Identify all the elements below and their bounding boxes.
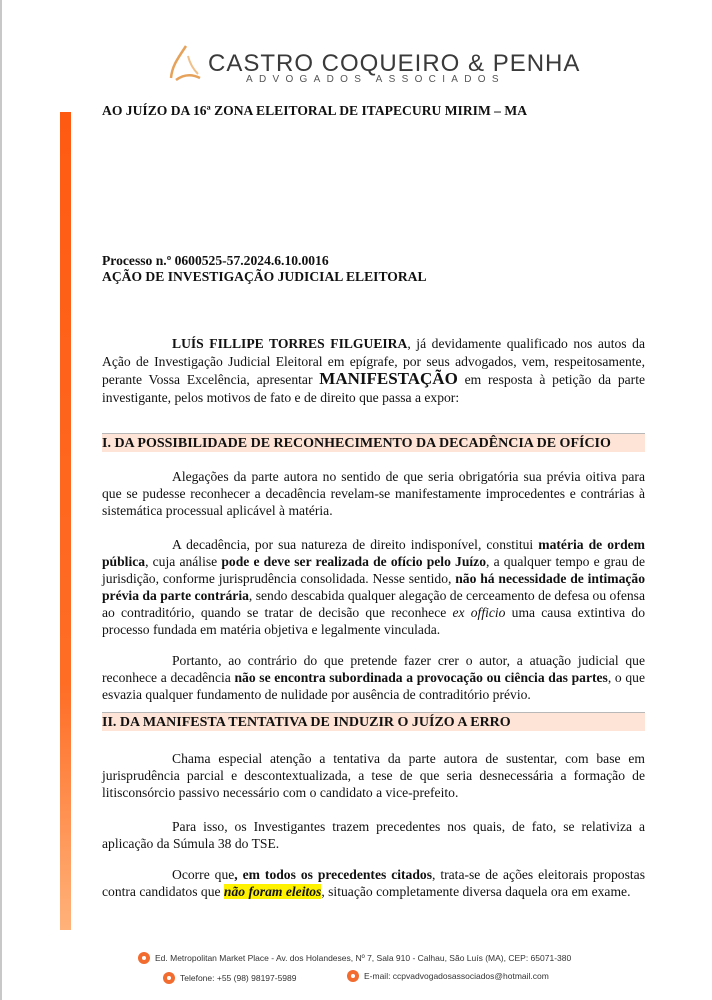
firm-logo-mark-icon — [168, 44, 204, 84]
firm-subtitle: ADVOGADOS ASSOCIADOS — [246, 74, 505, 85]
process-number: Processo n.º 0600525-57.2024.6.10.0016 — [102, 253, 329, 268]
section-2-paragraph-1: Chama especial atenção a tentativa da parte autora de sustentar, com base em jurisprudência parcial e descontextualizada, a tese de que seria desnecessária a formação de litisconsórcio passivo necessário com o candidato a vice-prefeito. — [102, 751, 645, 800]
section-2-paragraph-2: Para isso, os Investigantes trazem precedentes nos quais, de fato, se relativiza a aplicação da Súmula 38 do TSE. — [102, 819, 645, 851]
footer-email: E-mail: ccpvadvogadosassociados@hotmail.com — [347, 970, 549, 982]
addressee: AO JUÍZO DA 16ª ZONA ELEITORAL DE ITAPECURU MIRIM – MA — [102, 103, 528, 118]
footer-address: Ed. Metropolitan Market Place - Av. dos Holandeses, Nº 7, Sala 910 - Calhau, São Luís (MA), CEP: 65071-380 — [138, 952, 571, 964]
orange-margin-bar — [60, 112, 71, 930]
section-1-paragraph-3: Portanto, ao contrário do que pretende fazer crer o autor, a atuação judicial que reconhece a decadência não se encontra subordinada a provocação ou ciência das partes, o que esvazia qualquer fundamento de nulidade por ausência de contraditório prévio. — [102, 653, 645, 702]
location-icon — [138, 952, 150, 964]
section-1-heading: I. DA POSSIBILIDADE DE RECONHECIMENTO DA DECADÊNCIA DE OFÍCIO — [102, 433, 645, 452]
firm-name: CASTRO COQUEIRO & PENHA — [208, 50, 581, 77]
email-icon — [347, 970, 359, 982]
section-2-heading: II. DA MANIFESTA TENTATIVA DE INDUZIR O JUÍZO A ERRO — [102, 712, 645, 731]
action-type: AÇÃO DE INVESTIGAÇÃO JUDICIAL ELEITORAL — [102, 269, 427, 284]
section-1-paragraph-2: A decadência, por sua natureza de direito indisponível, constitui matéria de ordem pública, cuja análise pode e deve ser realizada de ofício pelo Juízo, a qualquer tempo e grau de jurisdição, conforme jurisprudência consolidada. Nesse sentido, não há necessidade de intimação prévia da parte contrária, sendo descabida qualquer alegação de cerceamento de defesa ou ofensa ao contraditório, quando se tratar de decisão que reconhece ex officio uma causa extintiva do processo fundada em matéria objetiva e legalmente vinculada. — [102, 537, 646, 637]
phone-icon — [163, 972, 175, 984]
highlighted-text: não foram eleitos — [223, 884, 322, 899]
party-name: LUÍS FILLIPE TORRES FILGUEIRA — [172, 336, 408, 351]
section-2-paragraph-3: Ocorre que, em todos os precedentes citados, trata-se de ações eleitorais propostas contra candidatos que não foram eleitos, situação completamente diversa daquela ora em exame. — [102, 867, 645, 899]
page-edge — [0, 0, 2, 1000]
firm-logo — [168, 40, 581, 92]
intro-paragraph: LUÍS FILLIPE TORRES FILGUEIRA, já devidamente qualificado nos autos da Ação de Investigação Judicial Eleitoral em epígrafe, por seus advogados, vem, respeitosamente, perante Vossa Excelência, apresentar MANIFESTAÇÃO em resposta à petição da parte investigante, pelos motivos de fato e de direito que passa a expor: — [102, 336, 646, 405]
manifestacao-term: MANIFESTAÇÃO — [319, 369, 458, 388]
section-1-paragraph-1: Alegações da parte autora no sentido de que seria obrigatória sua prévia oitiva para que se pudesse reconhecer a decadência revelam-se manifestamente improcedentes e contrárias à sistemática processual aplicável à matéria. — [102, 469, 645, 518]
footer-phone: Telefone: +55 (98) 98197-5989 — [163, 972, 297, 984]
